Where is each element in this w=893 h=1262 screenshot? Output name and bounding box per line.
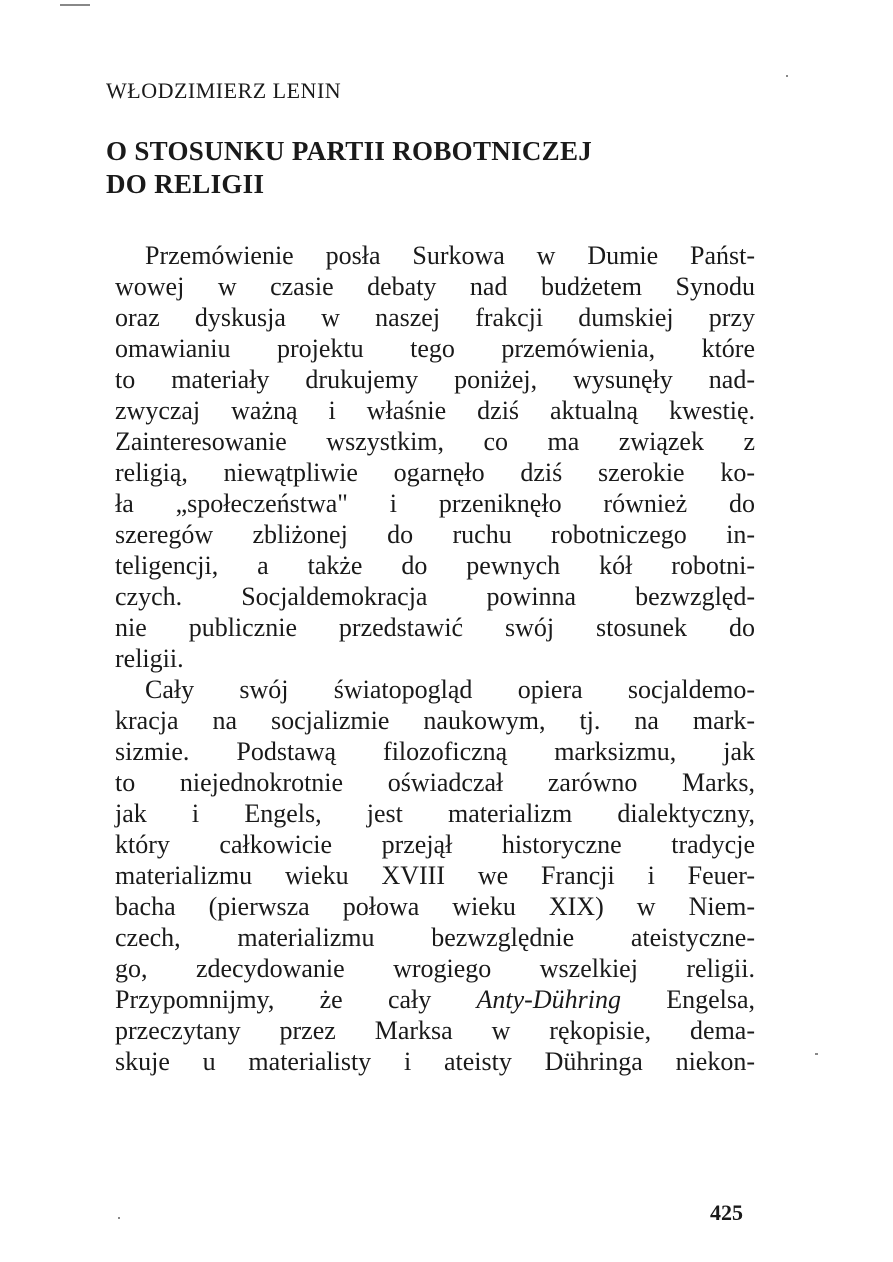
text-line: który całkowicie przejął historyczne tradycje <box>115 830 755 859</box>
author-name: WŁODZIMIERZ LENIN <box>106 78 342 103</box>
text-line: zwyczaj ważną i właśnie dziś aktualną kwestię. <box>115 396 755 425</box>
text-line: ła „społeczeństwa" i przeniknęło również do <box>115 489 755 518</box>
scan-speck <box>118 1217 120 1219</box>
title-line: DO RELIGII <box>106 169 265 199</box>
text-segment: Engelsa, <box>620 985 755 1014</box>
text-line: szeregów zbliżonej do ruchu robotniczego in- <box>115 520 755 549</box>
text-line: oraz dyskusja w naszej frakcji dumskiej przy <box>115 303 755 332</box>
title-line: O STOSUNKU PARTII ROBOTNICZEJ <box>106 136 593 166</box>
text-line: czech, materializmu bezwzględnie ateistyczne- <box>115 923 755 952</box>
text-line: bacha (pierwsza połowa wieku XIX) w Niem- <box>115 892 755 921</box>
book-title-italic: Anty-Dühring <box>476 985 621 1014</box>
text-line: go, zdecydowanie wrogiego wszelkiej religii. <box>115 954 755 983</box>
text-line: religią, niewątpliwie ogarnęło dziś szerokie ko- <box>115 458 755 487</box>
text-segment: Przypomnijmy, że cały <box>115 985 477 1014</box>
scan-mark <box>60 4 90 6</box>
text-line: sizmie. Podstawą filozoficzną marksizmu, jak <box>115 737 755 766</box>
text-line: Cały swój światopogląd opiera socjaldemo- <box>145 675 755 704</box>
text-line: kracja na socjalizmie naukowym, tj. na mark- <box>115 706 755 735</box>
text-line: czych. Socjaldemokracja powinna bezwzględ- <box>115 582 755 611</box>
text-line: to materiały drukujemy poniżej, wysunęły nad- <box>115 365 755 394</box>
text-line: materializmu wieku XVIII we Francji i Feuer- <box>115 861 755 890</box>
scan-speck <box>786 75 788 77</box>
text-line: skuje u materialisty i ateisty Dühringa niekon- <box>115 1047 755 1076</box>
page-number: 425 <box>710 1200 743 1225</box>
text-line: to niejednokrotnie oświadczał zarówno Marks, <box>115 768 755 797</box>
chapter-title <box>106 135 592 201</box>
text-line: nie publicznie przedstawić swój stosunek do <box>115 613 755 642</box>
text-line: Przemówienie posła Surkowa w Dumie Państ- <box>145 241 755 270</box>
text-line: Zainteresowanie wszystkim, co ma związek z <box>115 427 755 456</box>
text-line: omawianiu projektu tego przemówienia, które <box>115 334 755 363</box>
text-line: jak i Engels, jest materializm dialektyczny, <box>115 799 755 828</box>
text-line: religii. <box>115 644 184 673</box>
body-text <box>115 240 755 1077</box>
text-line: wowej w czasie debaty nad budżetem Synodu <box>115 272 755 301</box>
text-line: teligencji, a także do pewnych kół robotni- <box>115 551 755 580</box>
text-line: przeczytany przez Marksa w rękopisie, dema- <box>115 1016 755 1045</box>
scan-speck <box>815 1053 818 1055</box>
text-line <box>115 984 755 1015</box>
